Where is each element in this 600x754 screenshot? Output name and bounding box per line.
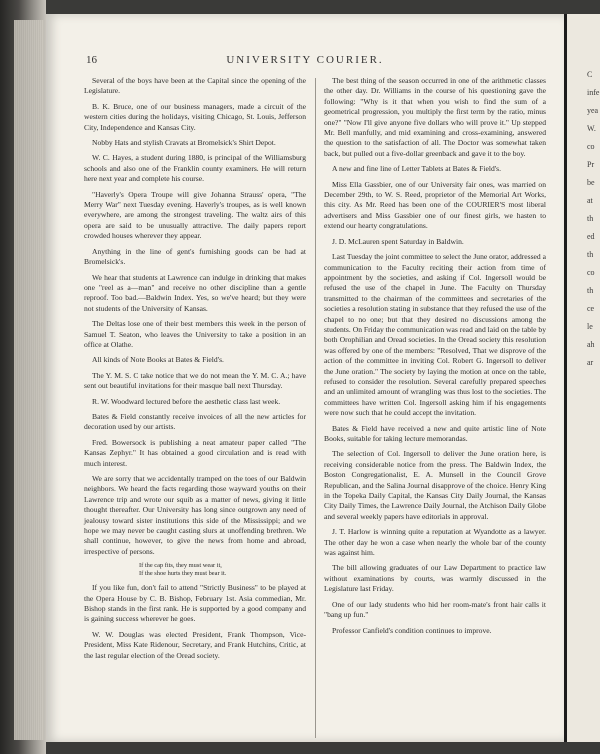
paragraph: All kinds of Note Books at Bates & Field's. bbox=[92, 355, 224, 365]
page-title: UNIVERSITY COURIER. bbox=[226, 54, 384, 66]
paragraph: J. D. McLauren spent Saturday in Baldwin. bbox=[332, 236, 464, 246]
paragraph: The best thing of the season occurred in one of the arithmetic classes the other day. Dr. Williams in the course of his questioning gave the following: "Why is it that when you wish to find the sum of a geometrical progression, you multiply the first term by the ratio, minus one?" "Now I'll give anyone five dollars who will prove it." Up stepped Mr. Bell manfully, and mid examining and cross-examining, answered the question to the satisfaction of all. The Doctor was somewhat taken back, but pulled out a five-dollar greenback and gave it to the boy. bbox=[324, 76, 546, 158]
column-divider bbox=[315, 78, 316, 738]
paragraph: Miss Ella Gassbier, one of our University fair ones, was married on December 29th, to W. S. Reed, proprietor of the Memorial Art Works, this city. As Mr. Reed has been one of the COURIER'S most liberal advertisers and Miss Gassbier one of our finest girls, we hasten to extend our hearty congratulations. bbox=[324, 179, 546, 231]
fragment-text: le bbox=[587, 322, 593, 331]
verse-line: If the cap fits, they must wear it, bbox=[139, 562, 222, 570]
fragment-text: co bbox=[587, 268, 595, 277]
paragraph: "Haverly's Opera Troupe will give Johanna Strauss' opera, "The Merry War" next Tuesday evening. Haverly's troupes, as is well known everywhere, are among the strongest traveling. The waltz airs of this opera are said to be unusually attractive. The daily papers report crowded houses wherever they appear. bbox=[84, 189, 306, 241]
paragraph: Several of the boys have been at the Capital since the opening of the Legislature. bbox=[84, 76, 306, 96]
fragment-text: W. bbox=[587, 124, 596, 133]
paragraph: W. W. Douglas was elected President, Frank Thompson, Vice-President, Miss Kate Ridenour, Secretary, and Frank Hutchins, Critic, at the last regular election of the Oread society. bbox=[84, 629, 306, 660]
paragraph: Professor Canfield's condition continues to improve. bbox=[332, 625, 492, 635]
fragment-text: Pr bbox=[587, 160, 595, 169]
fragment-text: at bbox=[587, 196, 593, 205]
fragment-text: infe bbox=[587, 88, 600, 97]
paragraph: If you like fun, don't fail to attend "Strictly Business" to be played at the Opera House by C. B. Bishop, February 1st. Asia commedian, Mr. Bishop stands in the first rank. He is supported by a good company and is gaining success wherever he goes. bbox=[84, 583, 306, 624]
fragment-text: ah bbox=[587, 340, 595, 349]
fragment-text: ar bbox=[587, 358, 594, 367]
left-column bbox=[84, 76, 306, 666]
right-column bbox=[324, 76, 546, 641]
paragraph: Fred. Bowersock is publishing a neat amateur paper called "The Kansas Zephyr." It has obtained a good circulation and is read with much interest. bbox=[84, 437, 306, 468]
paragraph: J. T. Harlow is winning quite a reputation at Wyandotte as a lawyer. The other day he won a case when nearly the whole bar of the county was against him. bbox=[324, 527, 546, 558]
fragment-text: th bbox=[587, 214, 594, 223]
fragment-text: th bbox=[587, 286, 594, 295]
paragraph: Last Tuesday the joint committee to select the June orator, addressed a communication to the Faculty reciting their action from time of appointment by the societies, and asking if Col. Ingersoll would be refused the use of the chapel in June. The Faculty on Thursday transmitted to the chairman of the committees and secretaries of the societies a resolution stating in substance that they refused the use of the chapel to no one; but that they desired no discussions among the students. On Friday the communication was read and laid on the table by both Orophilian and Oread societies. In the Oread society this resolution was offered by one of the members: "Resolved, That we disprove of the action of the committee in inviting Col. Robert G. Ingersoll to deliver the June oration." The society by laying the motion at once on the table, refused to consider the resolution. Several carefully prepared speeches and an unlimited amount of wrangling was thus lost to the societies. The committees have written Col. Ingersoll asking him if his engagements were now such that he could accept the invitation. bbox=[324, 252, 546, 418]
paragraph: R. W. Woodward lectured before the aesthetic class last week. bbox=[92, 396, 281, 406]
paragraph: The selection of Col. Ingersoll to deliver the June oration here, is receiving considerable notice from the press. The Baldwin Index, the Boston Congregationalist, E. A. Munsell in the Council Grove Republican, and the Salina Journal disapprove of the choice. Henry King in the Topeka Daily Capital, the Kansas City Daily Journal, the Kansas City Daily Times, the Lawrence Daily Journal, the Atchison Daily Globe and several weekly papers have editorials in approval. bbox=[324, 449, 546, 521]
fragment-text: th bbox=[587, 250, 594, 259]
paragraph: Bates & Field have received a new and quite artistic line of Note Books, suitable for taking lecture memorandas. bbox=[324, 423, 546, 443]
paragraph: The Y. M. S. C take notice that we do not mean the Y. M. C. A.; have sent out beautiful invitations for their masque ball next Thursday. bbox=[84, 370, 306, 391]
document-page bbox=[46, 14, 564, 742]
fragment-text: ce bbox=[587, 304, 595, 313]
fragment-text: yea bbox=[587, 106, 599, 115]
paragraph: Nobby Hats and stylish Cravats at Bromelsick's Shirt Depot. bbox=[92, 138, 276, 148]
verse-line: If the shoe hurts they must bear it. bbox=[139, 570, 227, 578]
page-header bbox=[46, 54, 564, 68]
paragraph: A new and fine line of Letter Tablets at Bates & Field's. bbox=[332, 164, 501, 174]
paragraph: We hear that students at Lawrence can indulge in drinking that makes one "reel as a—man" and receive no other discipline than a gentle reproof. Too bad.—Baldwin Index. Yes, so we've heard; but they were not students of the University of Kansas. bbox=[84, 272, 306, 313]
paragraph: We are sorry that we accidentally tramped on the toes of our Baldwin neighbors. We heard the facts regarding those wayward youths on their Lawrence trip and wrote our squib as a matter of news, giving it little thought thereafter. Our University has long since outgrown any need of jealousy toward sister institutions this side of the Mississippi; and we hope we may never be caught casting slurs at unoffending brethren. We shall continue, however, to give the news from home and abroad, irrespective of persons. bbox=[84, 474, 306, 556]
paragraph: W. C. Hayes, a student during 1880, is principal of the Williamsburg schools and also one of the Franklin county examiners. He will return here next year and complete his course. bbox=[84, 153, 306, 184]
paragraph: Bates & Field constantly receive invoices of all the new articles for decoration used by our artists. bbox=[84, 411, 306, 432]
paragraph: The Deltas lose one of their best members this week in the person of Samuel T. Seaton, who leaves the University to take a position in an office at Olathe. bbox=[84, 319, 306, 349]
paragraph: The bill allowing graduates of our Law Department to practice law without examinations by courts, was warmly discussed in the Legislature last Friday. bbox=[324, 563, 546, 594]
adjacent-page-fragment bbox=[564, 14, 600, 742]
page-edges bbox=[14, 20, 44, 740]
fragment-text: co bbox=[587, 142, 595, 151]
fragment-text: ed bbox=[587, 232, 595, 241]
paragraph: Anything in the line of gent's furnishing goods can be had at Bromelsick's. bbox=[84, 246, 306, 267]
fragment-text: C bbox=[587, 70, 593, 79]
fragment-text: be bbox=[587, 178, 595, 187]
page-number: 16 bbox=[86, 54, 97, 66]
paragraph: B. K. Bruce, one of our business managers, made a circuit of the western cities during the holidays, visiting Chicago, St. Louis, Jefferson City, Independence and Kansas City. bbox=[84, 101, 306, 132]
paragraph: One of our lady students who hid her room-mate's front hair calls it "bang up fun." bbox=[324, 599, 546, 620]
